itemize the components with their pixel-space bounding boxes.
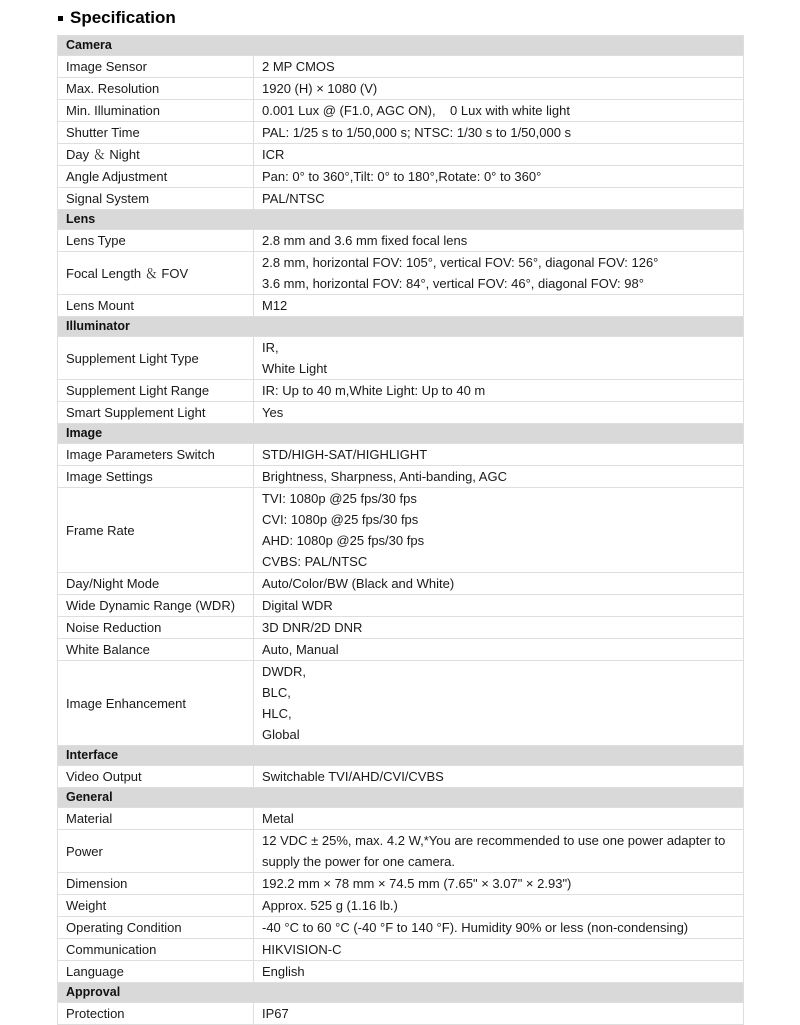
spec-label-operating-condition: Operating Condition [58,917,254,939]
spec-label-protection: Protection [58,1003,254,1025]
spec-row-supplement-light-type [58,337,744,380]
spec-value-line: BLC, [262,685,291,700]
spec-row-image-settings [58,466,744,488]
section-header-illuminator: Illuminator [58,317,744,337]
spec-value-focal-length-fov [254,252,744,295]
spec-label-material: Material [58,808,254,830]
spec-value-line: 3.6 mm, horizontal FOV: 84°, vertical FOV: 46°, diagonal FOV: 98° [262,276,644,291]
spec-value-line: supply the power for one camera. [262,854,455,869]
spec-value-line: STD/HIGH-SAT/HIGHLIGHT [262,447,428,462]
spec-row-day-night-mode [58,573,744,595]
section-row-illuminator [58,317,744,337]
spec-value-min-illumination [254,100,744,122]
spec-row-day-night [58,144,744,166]
spec-label-lens-type: Lens Type [58,230,254,252]
spec-label-communication: Communication [58,939,254,961]
spec-value-line: ICR [262,147,285,162]
spec-value-material [254,808,744,830]
spec-row-frame-rate [58,488,744,573]
spec-value-line: 12 VDC ± 25%, max. 4.2 W,*You are recommended to use one power adapter to [262,833,726,848]
spec-label-day-night: Day ＆ Night [58,144,254,166]
spec-label-lens-mount: Lens Mount [58,295,254,317]
spec-row-image-parameters-switch [58,444,744,466]
spec-label-wide-dynamic-range-wdr: Wide Dynamic Range (WDR) [58,595,254,617]
section-row-camera [58,36,744,56]
spec-value-line: Auto, Manual [262,642,339,657]
spec-row-operating-condition [58,917,744,939]
spec-value-frame-rate [254,488,744,573]
spec-value-line: 2.8 mm, horizontal FOV: 105°, vertical FOV: 56°, diagonal FOV: 126° [262,255,659,270]
spec-value-lens-type [254,230,744,252]
spec-label-max-resolution: Max. Resolution [58,78,254,100]
spec-value-noise-reduction [254,617,744,639]
spec-row-wide-dynamic-range-wdr [58,595,744,617]
spec-row-power [58,830,744,873]
spec-value-line: Brightness, Sharpness, Anti-banding, AGC [262,469,507,484]
spec-label-shutter-time: Shutter Time [58,122,254,144]
spec-value-line: Digital WDR [262,598,333,613]
spec-label-supplement-light-type: Supplement Light Type [58,337,254,380]
section-row-lens [58,210,744,230]
page-title [58,8,800,28]
spec-value-weight [254,895,744,917]
spec-label-min-illumination: Min. Illumination [58,100,254,122]
spec-value-line: -40 °C to 60 °C (-40 °F to 140 °F). Humidity 90% or less (non-condensing) [262,920,689,935]
spec-row-smart-supplement-light [58,402,744,424]
spec-value-line: Yes [262,405,284,420]
spec-value-line: CVBS: PAL/NTSC [262,554,368,569]
spec-value-line: 1920 (H) × 1080 (V) [262,81,378,96]
spec-value-line: Switchable TVI/AHD/CVI/CVBS [262,769,444,784]
spec-label-angle-adjustment: Angle Adjustment [58,166,254,188]
spec-value-communication [254,939,744,961]
spec-row-white-balance [58,639,744,661]
spec-value-line: 2.8 mm and 3.6 mm fixed focal lens [262,233,468,248]
spec-label-focal-length-fov: Focal Length ＆ FOV [58,252,254,295]
spec-value-line: CVI: 1080p @25 fps/30 fps [262,512,419,527]
spec-value-smart-supplement-light [254,402,744,424]
spec-row-angle-adjustment [58,166,744,188]
spec-value-image-sensor [254,56,744,78]
spec-value-day-night [254,144,744,166]
spec-row-min-illumination [58,100,744,122]
spec-value-line: Metal [262,811,294,826]
spec-row-dimension [58,873,744,895]
spec-value-line: IP67 [262,1006,289,1021]
spec-value-language [254,961,744,983]
section-header-lens: Lens [58,210,744,230]
spec-label-supplement-light-range: Supplement Light Range [58,380,254,402]
spec-value-line: 192.2 mm × 78 mm × 74.5 mm (7.65" × 3.07" × 2.93") [262,876,572,891]
spec-row-material [58,808,744,830]
spec-row-max-resolution [58,78,744,100]
spec-value-line: English [262,964,305,979]
spec-value-power [254,830,744,873]
spec-label-smart-supplement-light: Smart Supplement Light [58,402,254,424]
spec-label-image-enhancement: Image Enhancement [58,661,254,746]
spec-label-image-sensor: Image Sensor [58,56,254,78]
section-row-general [58,788,744,808]
spec-value-protection [254,1003,744,1025]
square-bullet-icon [58,16,63,21]
spec-row-supplement-light-range [58,380,744,402]
spec-row-lens-type [58,230,744,252]
spec-value-image-parameters-switch [254,444,744,466]
spec-value-line: 2 MP CMOS [262,59,335,74]
spec-label-image-settings: Image Settings [58,466,254,488]
spec-value-line: IR, [262,340,279,355]
page-title-text: Specification [70,8,176,27]
spec-value-lens-mount [254,295,744,317]
spec-value-image-enhancement [254,661,744,746]
spec-value-line: HLC, [262,706,292,721]
spec-row-focal-length-fov [58,252,744,295]
section-header-interface: Interface [58,746,744,766]
spec-row-video-output [58,766,744,788]
spec-value-wide-dynamic-range-wdr [254,595,744,617]
section-row-interface [58,746,744,766]
spec-row-noise-reduction [58,617,744,639]
spec-row-image-enhancement [58,661,744,746]
spec-label-dimension: Dimension [58,873,254,895]
spec-value-dimension [254,873,744,895]
spec-label-weight: Weight [58,895,254,917]
spec-value-line: 3D DNR/2D DNR [262,620,363,635]
spec-label-frame-rate: Frame Rate [58,488,254,573]
spec-value-line: IR: Up to 40 m,White Light: Up to 40 m [262,383,486,398]
spec-row-signal-system [58,188,744,210]
spec-row-language [58,961,744,983]
spec-value-line: M12 [262,298,288,313]
specification-table [57,35,744,1025]
section-row-image [58,424,744,444]
spec-label-language: Language [58,961,254,983]
section-header-camera: Camera [58,36,744,56]
spec-value-line: HIKVISION-C [262,942,342,957]
section-header-image: Image [58,424,744,444]
spec-value-line: TVI: 1080p @25 fps/30 fps [262,491,417,506]
spec-value-line: Approx. 525 g (1.16 lb.) [262,898,398,913]
spec-value-max-resolution [254,78,744,100]
spec-label-image-parameters-switch: Image Parameters Switch [58,444,254,466]
section-header-approval: Approval [58,983,744,1003]
spec-value-line: Global [262,727,300,742]
spec-row-weight [58,895,744,917]
spec-row-lens-mount [58,295,744,317]
spec-value-video-output [254,766,744,788]
spec-value-white-balance [254,639,744,661]
section-header-general: General [58,788,744,808]
spec-value-line: 0.001 Lux @ (F1.0, AGC ON), 0 Lux with white light [262,103,570,118]
spec-row-shutter-time [58,122,744,144]
spec-value-signal-system [254,188,744,210]
spec-row-image-sensor [58,56,744,78]
spec-value-supplement-light-range [254,380,744,402]
spec-value-line: PAL/NTSC [262,191,325,206]
spec-label-signal-system: Signal System [58,188,254,210]
spec-value-image-settings [254,466,744,488]
spec-label-video-output: Video Output [58,766,254,788]
spec-label-day-night-mode: Day/Night Mode [58,573,254,595]
spec-value-angle-adjustment [254,166,744,188]
spec-value-line: Pan: 0° to 360°,Tilt: 0° to 180°,Rotate: 0° to 360° [262,169,542,184]
spec-value-day-night-mode [254,573,744,595]
spec-value-supplement-light-type [254,337,744,380]
spec-label-white-balance: White Balance [58,639,254,661]
spec-row-protection [58,1003,744,1025]
spec-value-operating-condition [254,917,744,939]
section-row-approval [58,983,744,1003]
spec-label-power: Power [58,830,254,873]
spec-value-line: White Light [262,361,328,376]
spec-label-noise-reduction: Noise Reduction [58,617,254,639]
spec-value-line: Auto/Color/BW (Black and White) [262,576,455,591]
spec-value-line: DWDR, [262,664,307,679]
spec-value-line: PAL: 1/25 s to 1/50,000 s; NTSC: 1/30 s to 1/50,000 s [262,125,572,140]
spec-value-shutter-time [254,122,744,144]
spec-value-line: AHD: 1080p @25 fps/30 fps [262,533,425,548]
spec-row-communication [58,939,744,961]
